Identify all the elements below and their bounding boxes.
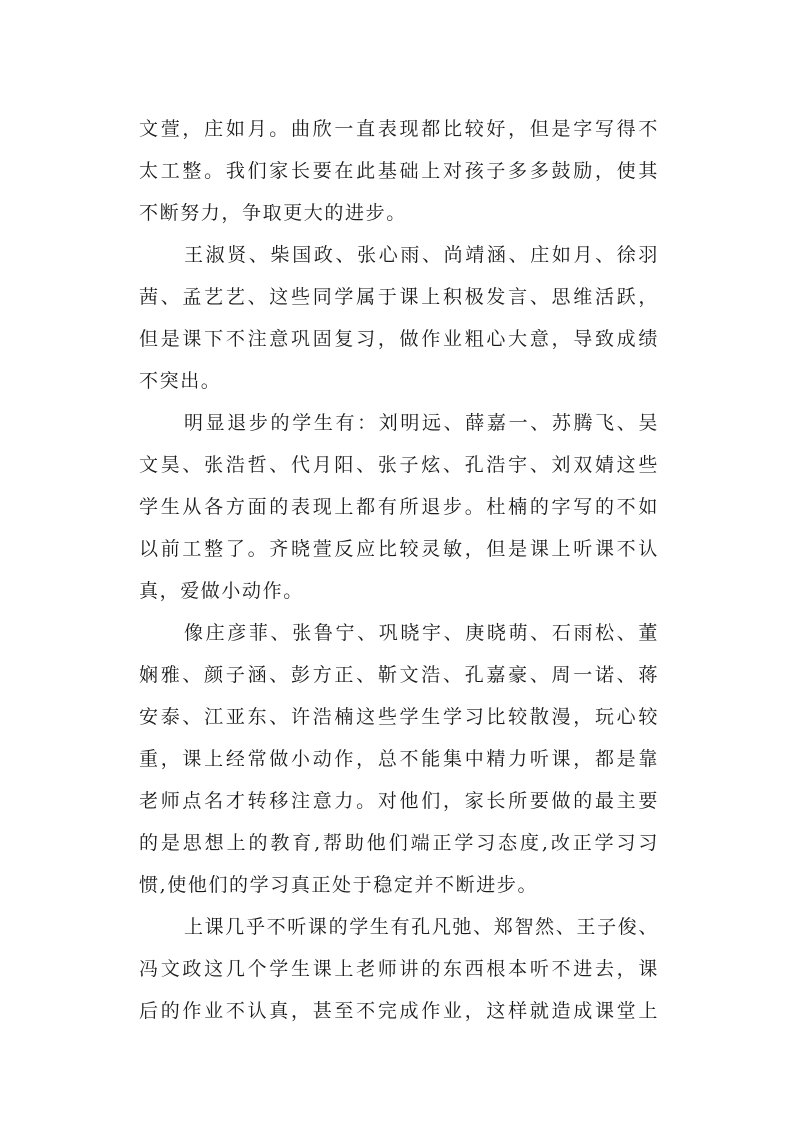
text-line: 不断努力，争取更大的进步。 xyxy=(139,202,407,224)
text-line: 文昊、张浩哲、代月阳、张子炫、孔浩宇、刘双婧这些 xyxy=(139,454,659,476)
text-line: 王淑贤、柴国政、张心雨、尚靖涵、庄如月、徐羽 xyxy=(184,244,659,266)
text-line: 重，课上经常做小动作，总不能集中精力听课，都是靠 xyxy=(139,748,659,770)
text-line: 老师点名才转移注意力。对他们，家长所要做的最主要 xyxy=(139,790,659,812)
text-line: 后的作业不认真，甚至不完成作业，这样就造成课堂上 xyxy=(139,1000,659,1022)
text-line: 像庄彦菲、张鲁宁、巩晓宇、庚晓萌、石雨松、董 xyxy=(184,622,659,644)
text-line: 以前工整了。齐晓萱反应比较灵敏，但是课上听课不认 xyxy=(139,538,659,560)
text-line: 太工整。我们家长要在此基础上对孩子多多鼓励，使其 xyxy=(139,160,659,182)
text-line: 真，爱做小动作。 xyxy=(139,580,304,602)
text-line: 茜、孟艺艺、这些同学属于课上积极发言、思维活跃， xyxy=(139,286,659,308)
text-line: 冯文政这几个学生课上老师讲的东西根本听不进去，课 xyxy=(139,958,659,980)
text-line: 娴雅、颜子涵、彭方正、靳文浩、孔嘉豪、周一诺、蒋 xyxy=(139,664,659,686)
text-line: 学生从各方面的表现上都有所退步。杜楠的字写的不如 xyxy=(139,496,659,518)
text-line: 上课几乎不听课的学生有孔凡弛、郑智然、王子俊、 xyxy=(184,916,659,938)
text-line: 明显退步的学生有：刘明远、薛嘉一、苏腾飞、吴 xyxy=(184,412,659,434)
text-line: 安泰、江亚东、许浩楠这些学生学习比较散漫，玩心较 xyxy=(139,706,659,728)
text-line: 的是思想上的教育,帮助他们端正学习态度,改正学习习 xyxy=(139,832,659,854)
text-line: 文萱，庄如月。曲欣一直表现都比较好，但是字写得不 xyxy=(139,118,659,140)
text-line: 但是课下不注意巩固复习，做作业粗心大意，导致成绩 xyxy=(139,328,659,350)
text-line: 不突出。 xyxy=(139,370,222,392)
text-line: 惯,使他们的学习真正处于稳定并不断进步。 xyxy=(139,874,539,896)
